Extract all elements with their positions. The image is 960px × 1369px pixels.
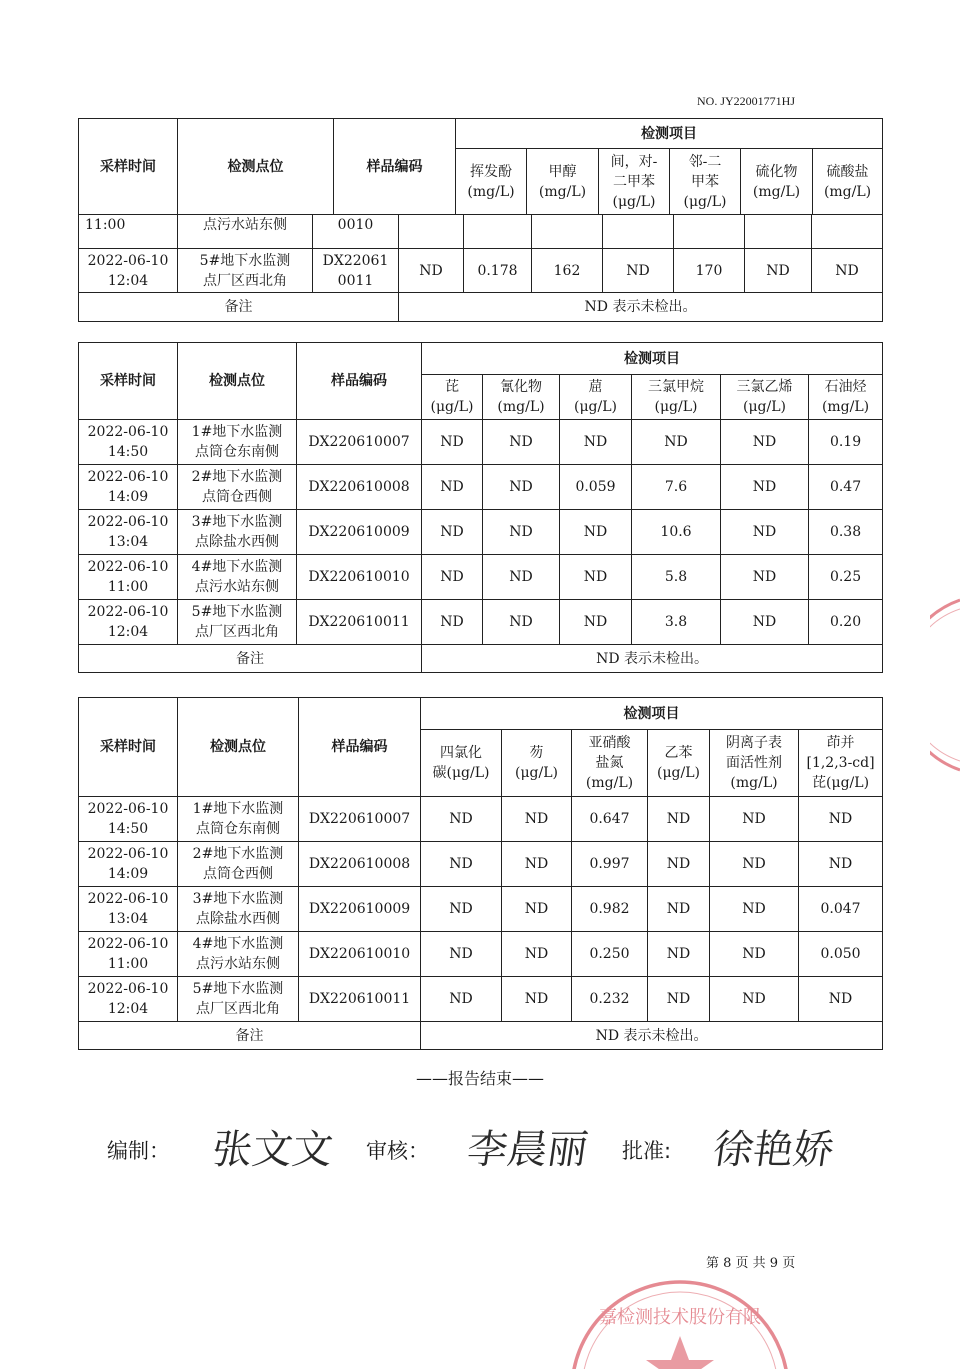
cell-value: ND: [799, 797, 883, 842]
cell-value: ND: [721, 510, 809, 555]
results-table-1: [78, 118, 883, 215]
table-row: [79, 932, 883, 977]
header-test-items: 检测项目: [456, 119, 883, 149]
remark-label: 备注: [79, 1022, 421, 1050]
cell-value: ND: [421, 932, 502, 977]
seal-stamp-bottom: [565, 1278, 795, 1369]
cell-value: ND: [648, 932, 710, 977]
cell-value: [399, 215, 464, 249]
table2-body: [79, 420, 883, 645]
cell-point: 5#地下水监测 点厂区西北角: [178, 249, 313, 293]
cell-value: ND: [710, 932, 799, 977]
cell-value: ND: [560, 555, 632, 600]
cell-value: 0.19: [809, 420, 883, 465]
table-row: [79, 977, 883, 1022]
approve-signature: 徐艳娇: [710, 1127, 837, 1173]
cell-value: [464, 215, 532, 249]
col-header: 䓛 (μg/L): [560, 375, 632, 420]
cell-value: ND: [421, 977, 502, 1022]
cell-code: DX220610008: [297, 465, 422, 510]
cell-point: 5#地下水监测 点厂区西北角: [178, 977, 299, 1022]
cell-value: 10.6: [632, 510, 721, 555]
results-table-1-body: [78, 214, 883, 322]
remark-label: 备注: [79, 645, 422, 673]
header-test-point: 检测点位: [178, 119, 334, 215]
col-header: 芘 (μg/L): [422, 375, 483, 420]
cell-value: ND: [483, 510, 560, 555]
cell-time: 2022-06-10 11:00: [79, 932, 178, 977]
cell-value: 0.047: [799, 887, 883, 932]
cell-value: ND: [502, 932, 572, 977]
cell-value: ND: [422, 465, 483, 510]
cell-value: ND: [603, 249, 674, 293]
cell-value: ND: [632, 420, 721, 465]
table-row: [79, 600, 883, 645]
cell-value: 7.6: [632, 465, 721, 510]
cell-value: ND: [502, 842, 572, 887]
cell-time: 2022-06-10 12:04: [79, 977, 178, 1022]
header-test-point: 检测点位: [178, 698, 299, 797]
report-end-line: ——报告结束——: [415, 1069, 544, 1088]
cell-time: 2022-06-10 14:09: [79, 842, 178, 887]
cell-value: 3.8: [632, 600, 721, 645]
cell-value: ND: [648, 842, 710, 887]
cell-value: ND: [483, 420, 560, 465]
cell-point: 4#地下水监测 点污水站东侧: [178, 932, 299, 977]
cell-value: 0.25: [809, 555, 883, 600]
header-test-items: 检测项目: [421, 698, 883, 730]
cell-value: ND: [812, 249, 883, 293]
header-sampling-time: 采样时间: [79, 698, 178, 797]
cell-value: 0.050: [799, 932, 883, 977]
cell-value: ND: [721, 465, 809, 510]
cell-value: 162: [532, 249, 603, 293]
col-header: 阴离子表 面活性剂 (mg/L): [710, 730, 799, 797]
cell-value: ND: [648, 797, 710, 842]
header-test-point: 检测点位: [178, 343, 297, 420]
cell-value: ND: [721, 600, 809, 645]
cell-time: 2022-06-10 13:04: [79, 510, 178, 555]
results-table-2: [78, 342, 883, 673]
cell-value: 5.8: [632, 555, 721, 600]
col-header: 硫化物 (mg/L): [741, 149, 813, 215]
compile-signature: 张文文: [209, 1127, 336, 1173]
cell-value: 0.647: [572, 797, 648, 842]
cell-point: 2#地下水监测 点筒仓西侧: [178, 842, 299, 887]
results-table-3: [78, 697, 883, 1050]
cell-value: ND: [799, 842, 883, 887]
cell-point: 1#地下水监测 点筒仓东南侧: [178, 797, 299, 842]
cell-point: 点污水站东侧: [178, 215, 313, 249]
col-header: 三氯乙烯 (μg/L): [721, 375, 809, 420]
col-header: 挥发酚 (mg/L): [456, 149, 527, 215]
cell-value: ND: [721, 555, 809, 600]
cell-point: 1#地下水监测 点筒仓东南侧: [178, 420, 297, 465]
cell-value: [745, 215, 812, 249]
table-row: [79, 420, 883, 465]
col-header: 石油烃 (mg/L): [809, 375, 883, 420]
col-header: 间，对- 二甲苯 (μg/L): [599, 149, 670, 215]
cell-value: ND: [799, 977, 883, 1022]
cell-time: 11:00: [79, 215, 178, 249]
col-header: 氰化物 (mg/L): [483, 375, 560, 420]
cell-point: 4#地下水监测 点污水站东侧: [178, 555, 297, 600]
cell-value: [603, 215, 674, 249]
col-header: 四氯化 碳(μg/L): [421, 730, 502, 797]
cell-point: 3#地下水监测 点除盐水西侧: [178, 887, 299, 932]
cell-point: 2#地下水监测 点筒仓西侧: [178, 465, 297, 510]
cell-value: 0.38: [809, 510, 883, 555]
cell-value: ND: [648, 977, 710, 1022]
cell-value: ND: [421, 842, 502, 887]
cell-value: [812, 215, 883, 249]
cell-value: 0.20: [809, 600, 883, 645]
table-row: [79, 215, 883, 249]
cell-value: ND: [483, 600, 560, 645]
cell-value: ND: [483, 555, 560, 600]
cell-code: DX220610011: [297, 600, 422, 645]
cell-value: ND: [710, 887, 799, 932]
seal-stamp-right: [930, 595, 960, 775]
table-row: [79, 797, 883, 842]
cell-value: ND: [560, 510, 632, 555]
cell-time: 2022-06-10 12:04: [79, 249, 178, 293]
col-header: 硫酸盐 (mg/L): [813, 149, 883, 215]
cell-code: DX220610009: [297, 510, 422, 555]
table-row: [79, 249, 883, 293]
cell-value: ND: [721, 420, 809, 465]
review-label: 审核：: [366, 1139, 429, 1163]
cell-code: DX220610009: [299, 887, 421, 932]
cell-value: 0.250: [572, 932, 648, 977]
cell-code: DX220610011: [299, 977, 421, 1022]
table-row: [79, 555, 883, 600]
col-header: 芴 (μg/L): [502, 730, 572, 797]
remark-text: ND 表示未检出。: [421, 1022, 883, 1050]
page-number: 第 8 页 共 9 页: [706, 1256, 796, 1271]
cell-value: 0.059: [560, 465, 632, 510]
remark-label: 备注: [79, 293, 399, 322]
cell-value: 0.982: [572, 887, 648, 932]
cell-time: 2022-06-10 11:00: [79, 555, 178, 600]
cell-value: ND: [502, 887, 572, 932]
cell-value: ND: [648, 887, 710, 932]
cell-value: ND: [421, 887, 502, 932]
cell-value: 0.178: [464, 249, 532, 293]
cell-value: ND: [560, 420, 632, 465]
header-sampling-time: 采样时间: [79, 343, 178, 420]
cell-time: 2022-06-10 14:09: [79, 465, 178, 510]
cell-value: ND: [710, 977, 799, 1022]
cell-value: 170: [674, 249, 745, 293]
col-header: 邻-二 甲苯 (μg/L): [670, 149, 741, 215]
cell-time: 2022-06-10 13:04: [79, 887, 178, 932]
cell-value: ND: [422, 555, 483, 600]
col-header: 茚并 [1,2,3-cd] 芘(μg/L): [799, 730, 883, 797]
cell-code: DX220610008: [299, 842, 421, 887]
cell-value: ND: [502, 977, 572, 1022]
cell-value: 0.997: [572, 842, 648, 887]
seal-text: 嘉检测技术股份有限: [599, 1307, 761, 1328]
remark-row: [79, 293, 883, 322]
review-signature: 李晨丽: [464, 1127, 591, 1173]
col-header: 甲醇 (mg/L): [527, 149, 599, 215]
header-test-items: 检测项目: [422, 343, 883, 375]
remark-text: ND 表示未检出。: [399, 293, 883, 322]
col-header: 三氯甲烷 (μg/L): [632, 375, 721, 420]
table3-body: [79, 797, 883, 1022]
remark-text: ND 表示未检出。: [422, 645, 883, 673]
cell-code: DX220610007: [297, 420, 422, 465]
table-row: [79, 887, 883, 932]
table-row: [79, 842, 883, 887]
cell-code: DX220610010: [299, 932, 421, 977]
cell-value: ND: [399, 249, 464, 293]
cell-point: 5#地下水监测 点厂区西北角: [178, 600, 297, 645]
cell-time: 2022-06-10 14:50: [79, 797, 178, 842]
table-row: [79, 465, 883, 510]
col-header: 亚硝酸 盐氮 (mg/L): [572, 730, 648, 797]
cell-code: DX220610010: [297, 555, 422, 600]
cell-value: [532, 215, 603, 249]
cell-value: ND: [502, 797, 572, 842]
cell-value: [674, 215, 745, 249]
cell-value: ND: [421, 797, 502, 842]
cell-value: 0.232: [572, 977, 648, 1022]
cell-value: ND: [710, 842, 799, 887]
table-row: [79, 510, 883, 555]
cell-value: 0.47: [809, 465, 883, 510]
cell-time: 2022-06-10 14:50: [79, 420, 178, 465]
header-sample-code: 样品编码: [297, 343, 422, 420]
cell-value: ND: [483, 465, 560, 510]
cell-value: ND: [560, 600, 632, 645]
header-sample-code: 样品编码: [334, 119, 456, 215]
cell-value: ND: [422, 600, 483, 645]
cell-code: DX22061 0011: [313, 249, 399, 293]
cell-code: DX220610007: [299, 797, 421, 842]
remark-row: [79, 1022, 883, 1050]
remark-row: [79, 645, 883, 673]
cell-time: 2022-06-10 12:04: [79, 600, 178, 645]
compile-label: 编制：: [107, 1139, 170, 1163]
cell-value: ND: [422, 510, 483, 555]
cell-point: 3#地下水监测 点除盐水西侧: [178, 510, 297, 555]
col-header: 乙苯 (μg/L): [648, 730, 710, 797]
cell-value: ND: [745, 249, 812, 293]
report-number: NO. JY22001771HJ: [697, 94, 796, 108]
cell-code: 0010: [313, 215, 399, 249]
approve-label: 批准:: [622, 1139, 672, 1163]
cell-value: ND: [422, 420, 483, 465]
header-sample-code: 样品编码: [299, 698, 421, 797]
cell-value: ND: [710, 797, 799, 842]
header-sampling-time: 采样时间: [79, 119, 178, 215]
